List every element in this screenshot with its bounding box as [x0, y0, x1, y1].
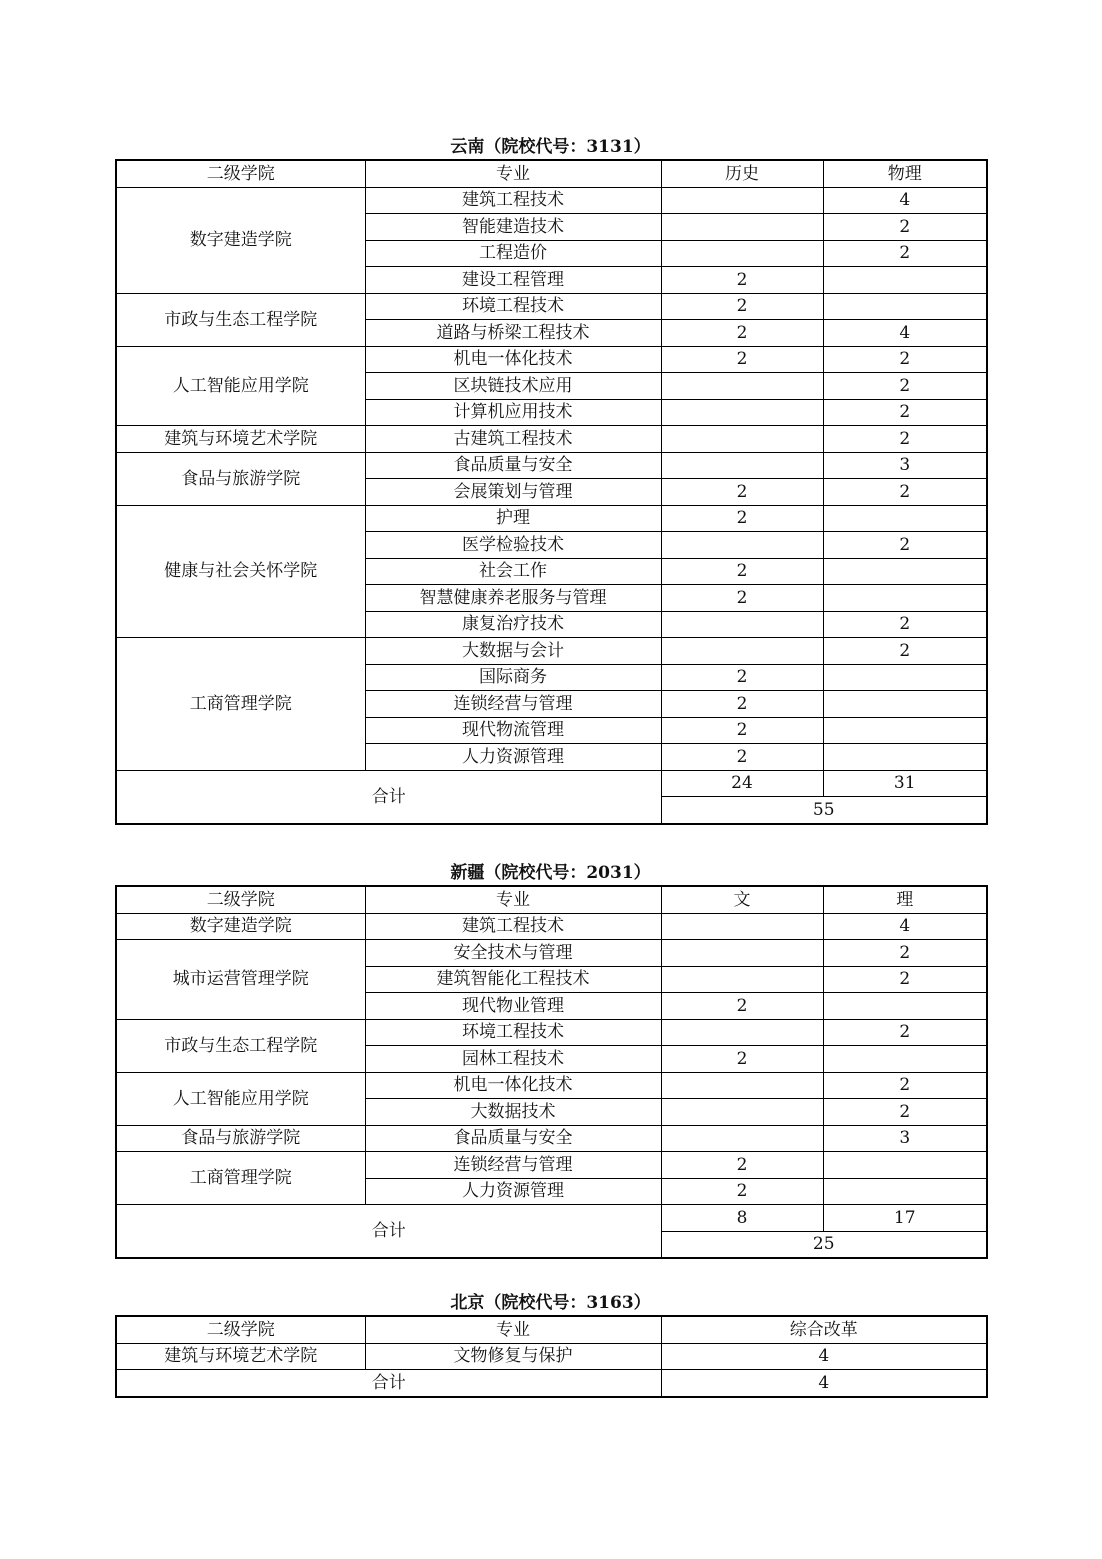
quota-cell [661, 611, 823, 638]
header-cell: 理 [823, 886, 987, 913]
total-sum: 25 [661, 1231, 987, 1258]
quota-cell: 2 [661, 585, 823, 612]
quota-cell [661, 940, 823, 967]
total-row [116, 1370, 987, 1397]
college-cell: 健康与社会关怀学院 [116, 505, 365, 638]
quota-cell: 2 [661, 505, 823, 532]
quota-cell [823, 1046, 987, 1073]
quota-cell: 2 [823, 611, 987, 638]
header-cell: 物理 [823, 160, 987, 187]
table-row [116, 452, 987, 479]
major-cell: 机电一体化技术 [365, 346, 661, 373]
quota-cell [661, 1125, 823, 1152]
major-cell: 连锁经营与管理 [365, 691, 661, 718]
major-cell: 建筑智能化工程技术 [365, 966, 661, 993]
major-cell: 智慧健康养老服务与管理 [365, 585, 661, 612]
quota-cell: 3 [823, 1125, 987, 1152]
college-cell: 数字建造学院 [116, 187, 365, 293]
major-cell: 建筑工程技术 [365, 187, 661, 214]
total-label: 合计 [116, 770, 661, 824]
table-row [116, 505, 987, 532]
quota-cell [661, 1099, 823, 1126]
quota-cell [661, 214, 823, 241]
table-title: 云南（院校代号：3131） [450, 137, 651, 157]
quota-cell: 3 [823, 452, 987, 479]
major-cell: 连锁经营与管理 [365, 1152, 661, 1179]
quota-cell: 2 [661, 993, 823, 1020]
major-cell: 大数据与会计 [365, 638, 661, 665]
quota-cell: 2 [823, 240, 987, 267]
table-title: 北京（院校代号：3163） [450, 1293, 651, 1313]
quota-cell [823, 717, 987, 744]
major-cell: 国际商务 [365, 664, 661, 691]
quota-cell: 2 [823, 1072, 987, 1099]
total-b: 31 [823, 770, 987, 797]
college-cell: 建筑与环境艺术学院 [116, 1343, 365, 1370]
table-row [116, 1072, 987, 1099]
quota-cell: 2 [823, 214, 987, 241]
quota-cell [823, 664, 987, 691]
quota-cell [823, 293, 987, 320]
table-row [116, 1152, 987, 1179]
major-cell: 工程造价 [365, 240, 661, 267]
quota-cell: 4 [823, 913, 987, 940]
quota-cell: 2 [661, 320, 823, 347]
major-cell: 计算机应用技术 [365, 399, 661, 426]
table-row [116, 638, 987, 665]
table-title: 新疆（院校代号：2031） [450, 863, 651, 883]
major-cell: 会展策划与管理 [365, 479, 661, 506]
total-row [116, 770, 987, 797]
quota-cell [661, 452, 823, 479]
total-label: 合计 [116, 1370, 661, 1397]
quota-cell: 2 [823, 1099, 987, 1126]
table-row [116, 913, 987, 940]
quota-cell: 2 [661, 293, 823, 320]
college-cell: 工商管理学院 [116, 1152, 365, 1205]
quota-cell: 2 [661, 346, 823, 373]
header-cell: 专业 [365, 886, 661, 913]
quota-cell: 2 [661, 717, 823, 744]
quota-cell [661, 966, 823, 993]
header-cell: 二级学院 [116, 1316, 365, 1343]
table-row [116, 1125, 987, 1152]
quota-cell: 2 [661, 1046, 823, 1073]
total-row [116, 1205, 987, 1232]
quota-cell: 2 [823, 346, 987, 373]
quota-cell: 2 [823, 426, 987, 453]
enrollment-table [115, 885, 988, 1259]
header-cell: 二级学院 [116, 160, 365, 187]
major-cell: 环境工程技术 [365, 1019, 661, 1046]
major-cell: 建设工程管理 [365, 267, 661, 294]
major-cell: 人力资源管理 [365, 1178, 661, 1205]
major-cell: 社会工作 [365, 558, 661, 585]
total-label: 合计 [116, 1205, 661, 1259]
major-cell: 机电一体化技术 [365, 1072, 661, 1099]
yunnan-section [115, 135, 986, 825]
quota-cell [661, 373, 823, 400]
college-cell: 人工智能应用学院 [116, 346, 365, 426]
quota-cell: 2 [661, 1152, 823, 1179]
major-cell: 文物修复与保护 [365, 1343, 661, 1370]
total-a: 24 [661, 770, 823, 797]
quota-cell [661, 399, 823, 426]
table-row [116, 426, 987, 453]
quota-cell: 2 [823, 940, 987, 967]
major-cell: 环境工程技术 [365, 293, 661, 320]
major-cell: 人力资源管理 [365, 744, 661, 771]
quota-cell [661, 638, 823, 665]
quota-cell [661, 240, 823, 267]
quota-cell [823, 585, 987, 612]
college-cell: 数字建造学院 [116, 913, 365, 940]
college-cell: 食品与旅游学院 [116, 1125, 365, 1152]
college-cell: 城市运营管理学院 [116, 940, 365, 1020]
quota-cell: 2 [823, 532, 987, 559]
header-cell: 文 [661, 886, 823, 913]
header-cell: 专业 [365, 160, 661, 187]
major-cell: 安全技术与管理 [365, 940, 661, 967]
major-cell: 古建筑工程技术 [365, 426, 661, 453]
quota-cell: 2 [823, 399, 987, 426]
table-row [116, 346, 987, 373]
quota-cell [661, 1019, 823, 1046]
total-b: 17 [823, 1205, 987, 1232]
total-value: 4 [661, 1370, 987, 1397]
quota-cell [823, 993, 987, 1020]
beijing-section [115, 1291, 986, 1398]
quota-cell [661, 426, 823, 453]
major-cell: 智能建造技术 [365, 214, 661, 241]
quota-cell: 2 [823, 638, 987, 665]
header-cell: 二级学院 [116, 886, 365, 913]
quota-cell [823, 558, 987, 585]
major-cell: 医学检验技术 [365, 532, 661, 559]
major-cell: 建筑工程技术 [365, 913, 661, 940]
quota-cell [823, 267, 987, 294]
quota-cell [823, 744, 987, 771]
header-cell: 历史 [661, 160, 823, 187]
quota-cell: 4 [823, 187, 987, 214]
quota-cell: 4 [823, 320, 987, 347]
college-cell: 工商管理学院 [116, 638, 365, 771]
quota-cell: 2 [823, 1019, 987, 1046]
quota-cell: 2 [661, 1178, 823, 1205]
quota-cell [661, 187, 823, 214]
quota-cell: 2 [661, 479, 823, 506]
major-cell: 现代物流管理 [365, 717, 661, 744]
table-row [116, 1343, 987, 1370]
major-cell: 康复治疗技术 [365, 611, 661, 638]
quota-cell: 2 [823, 373, 987, 400]
quota-cell [823, 1152, 987, 1179]
college-cell: 市政与生态工程学院 [116, 293, 365, 346]
major-cell: 护理 [365, 505, 661, 532]
quota-cell: 4 [661, 1343, 987, 1370]
college-cell: 建筑与环境艺术学院 [116, 426, 365, 453]
quota-cell [823, 691, 987, 718]
college-cell: 市政与生态工程学院 [116, 1019, 365, 1072]
quota-cell: 2 [661, 691, 823, 718]
table-row [116, 1019, 987, 1046]
total-a: 8 [661, 1205, 823, 1232]
major-cell: 园林工程技术 [365, 1046, 661, 1073]
major-cell: 区块链技术应用 [365, 373, 661, 400]
quota-cell: 2 [661, 664, 823, 691]
table-row [116, 940, 987, 967]
header-cell: 综合改革 [661, 1316, 987, 1343]
header-row [116, 1316, 987, 1343]
table-row [116, 293, 987, 320]
header-cell: 专业 [365, 1316, 661, 1343]
major-cell: 食品质量与安全 [365, 452, 661, 479]
table-row [116, 187, 987, 214]
total-sum: 55 [661, 797, 987, 824]
college-cell: 人工智能应用学院 [116, 1072, 365, 1125]
quota-cell: 2 [823, 966, 987, 993]
quota-cell: 2 [661, 267, 823, 294]
major-cell: 食品质量与安全 [365, 1125, 661, 1152]
header-row [116, 886, 987, 913]
college-cell: 食品与旅游学院 [116, 452, 365, 505]
quota-cell [661, 1072, 823, 1099]
quota-cell [823, 505, 987, 532]
quota-cell [823, 1178, 987, 1205]
quota-cell [661, 532, 823, 559]
major-cell: 道路与桥梁工程技术 [365, 320, 661, 347]
quota-cell: 2 [823, 479, 987, 506]
enrollment-table [115, 1315, 988, 1398]
major-cell: 大数据技术 [365, 1099, 661, 1126]
header-row [116, 160, 987, 187]
quota-cell: 2 [661, 744, 823, 771]
xinjiang-section [115, 861, 986, 1259]
quota-cell: 2 [661, 558, 823, 585]
major-cell: 现代物业管理 [365, 993, 661, 1020]
quota-cell [661, 913, 823, 940]
enrollment-table [115, 159, 988, 825]
